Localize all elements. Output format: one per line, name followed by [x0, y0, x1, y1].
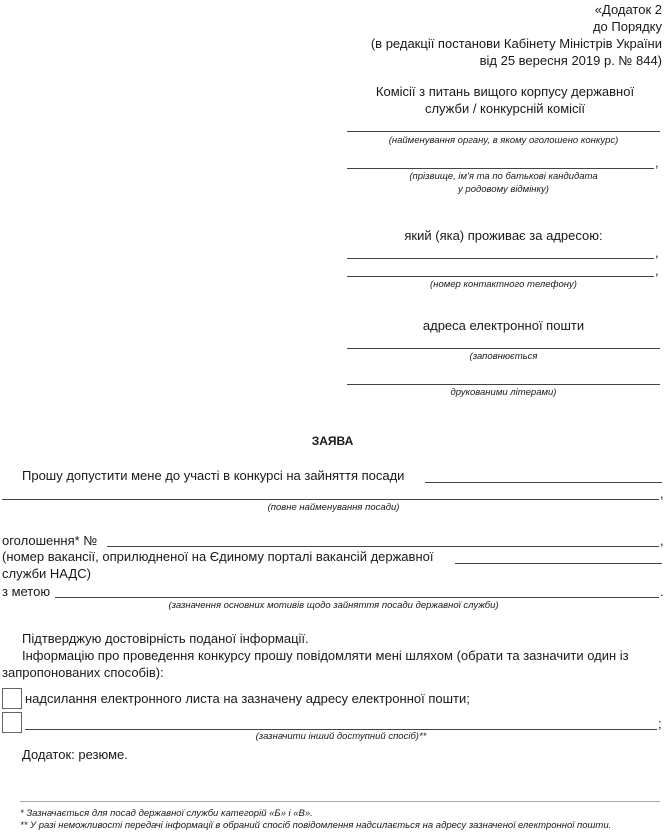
purpose-label: з метою [2, 584, 51, 599]
footnote-1: * Зазначається для посад державної служби категорій «Б» і «В». [20, 808, 313, 819]
announcement-line[interactable] [107, 546, 659, 547]
position-line-2[interactable] [2, 499, 659, 500]
header-line-1: «Додаток 2 [594, 2, 662, 17]
other-option-note: (зазначити інший доступний спосіб)** [255, 731, 427, 742]
header-line-3: (в редакції постанови Кабінету Міністрів України [370, 36, 662, 51]
organ-line[interactable] [347, 131, 660, 132]
printed-note: друкованими літерами) [450, 387, 557, 398]
candidate-note-2: у родовому відмінку) [458, 184, 549, 195]
vacancy-line[interactable] [455, 563, 662, 564]
comma: , [660, 486, 664, 501]
attachment-text: Додаток: резюме. [22, 747, 128, 762]
other-option-checkbox[interactable] [2, 712, 22, 733]
candidate-note-1: (прізвище, ім'я та по батькові кандидата [409, 171, 598, 182]
period: . [660, 584, 664, 599]
address-line[interactable] [347, 258, 654, 259]
page-title: ЗАЯВА [311, 434, 354, 448]
phone-note: (номер контактного телефону) [430, 279, 577, 290]
header-line-2: до Порядку [592, 19, 662, 34]
position-note: (повне найменування посади) [267, 502, 400, 513]
position-line-1[interactable] [425, 482, 662, 483]
purpose-line[interactable] [55, 597, 659, 598]
comma: , [660, 533, 664, 548]
confirm-text: Підтверджую достовірність поданої інформації. [22, 631, 309, 646]
email-line[interactable] [347, 348, 660, 349]
request-text: Прошу допустити мене до участі в конкурсі на зайняття посади [22, 468, 405, 483]
email-label: адреса електронної пошти [422, 318, 585, 333]
announcement-label: оголошення* № [2, 533, 98, 548]
filled-note: (заповнюється [469, 351, 538, 362]
vacancy-note-2: служби НАДС) [2, 566, 91, 581]
email-option-checkbox[interactable] [2, 688, 22, 709]
addressee-line-1: Комісії з питань вищого корпусу державної [375, 84, 635, 99]
email-line-2[interactable] [347, 384, 660, 385]
comma: , [655, 245, 659, 260]
semicolon: ; [658, 716, 662, 731]
phone-line[interactable] [347, 276, 654, 277]
email-option-label: надсилання електронного листа на зазначену адресу електронної пошти; [25, 691, 470, 706]
candidate-name-line[interactable] [347, 168, 654, 169]
comma: , [655, 155, 659, 170]
vacancy-note-1: (номер вакансії, оприлюдненої на Єдиному порталі вакансій державної [2, 549, 434, 564]
footnote-divider [20, 801, 660, 802]
other-option-line[interactable] [25, 729, 657, 730]
purpose-note: (зазначення основних мотивів щодо зайняття посади державної служби) [168, 600, 499, 611]
notify-text-1: Інформацію про проведення конкурсу прошу повідомляти мені шляхом (обрати та зазначити один із [22, 648, 629, 663]
residence-label: який (яка) проживає за адресою: [404, 228, 603, 243]
notify-text-2: запропонованих способів): [2, 665, 164, 680]
comma: , [655, 263, 659, 278]
addressee-line-2: служби / конкурсній комісії [424, 101, 586, 116]
footnote-2: ** У разі неможливості передачі інформації в обраний спосіб повідомлення надсилається на адресу зазначеної електронної пошти. [20, 820, 612, 831]
header-line-4: від 25 вересня 2019 р. № 844) [479, 53, 662, 68]
organ-note: (найменування органу, в якому оголошено конкурс) [388, 135, 619, 146]
